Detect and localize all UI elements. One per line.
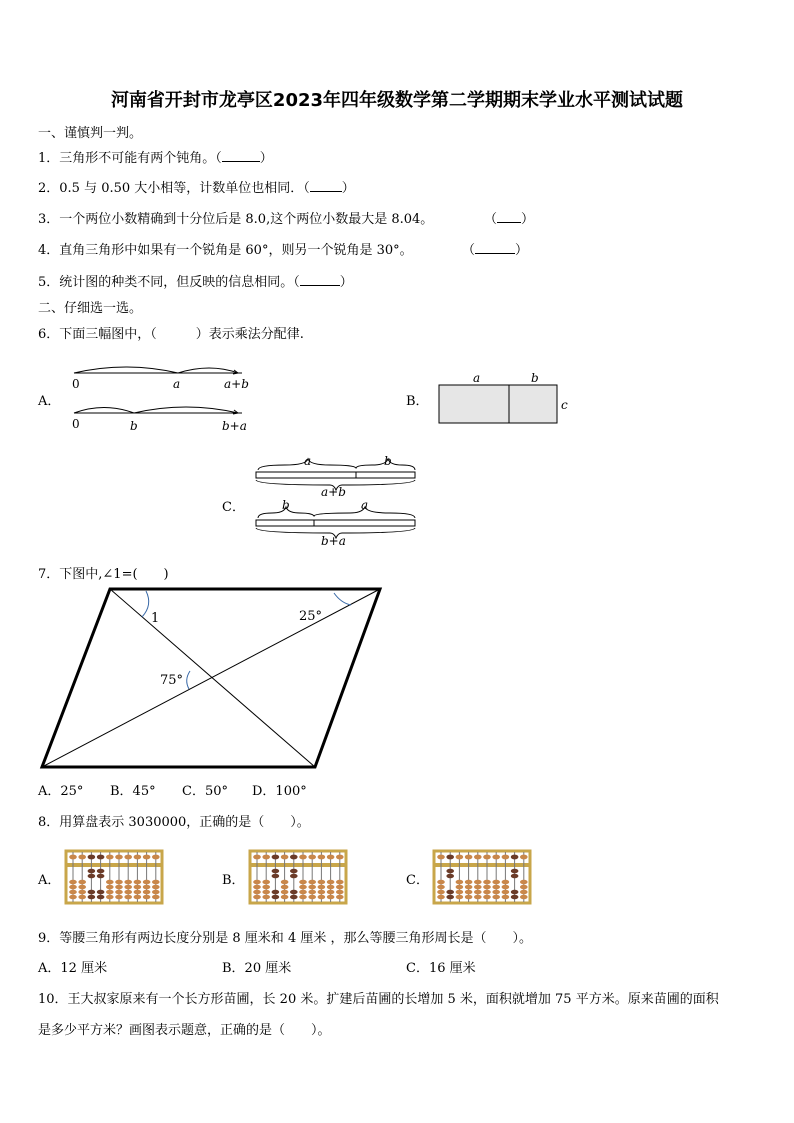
abacus-lower-bead	[106, 890, 114, 895]
question-3	[38, 208, 433, 227]
abacus-upper-bead	[465, 855, 473, 860]
label-b: b	[282, 498, 290, 512]
q9-option-a[interactable]: A．12 厘米	[38, 961, 108, 976]
tick-zero: 0	[72, 417, 80, 431]
arc-b	[178, 368, 238, 373]
abacus-lower-bead	[262, 895, 270, 900]
q8-option-b-label[interactable]: B．	[222, 873, 245, 888]
abacus-lower-bead	[124, 895, 132, 900]
abacus-lower-bead	[262, 890, 270, 895]
angle-75-arc	[187, 671, 190, 689]
answer-blank[interactable]	[310, 180, 342, 192]
abacus-lower-bead	[106, 885, 114, 890]
q7-option-d[interactable]: D．100°	[252, 784, 307, 799]
paren-close: ）	[515, 243, 529, 258]
abacus-lower-bead	[290, 890, 298, 895]
abacus-lower-bead	[437, 890, 445, 895]
abacus-upper-bead	[511, 855, 519, 860]
abacus-lower-bead	[492, 895, 500, 900]
arc-a	[74, 367, 178, 373]
abacus-upper-bead	[318, 855, 326, 860]
abacus-lower-bead	[520, 890, 528, 895]
abacus-lower-bead	[143, 880, 151, 885]
abacus-lower-bead	[318, 895, 326, 900]
abacus-lower-bead	[456, 880, 464, 885]
abacus-upper-bead	[456, 855, 464, 860]
abacus-lower-bead	[253, 895, 261, 900]
tick-b: b	[130, 419, 138, 433]
abacus-lower-bead	[299, 880, 307, 885]
abacus-lower-bead	[492, 885, 500, 890]
abacus-lower-bead	[69, 885, 77, 890]
diagonal-1	[110, 589, 315, 767]
abacus-upper-bead	[474, 855, 482, 860]
abacus-lower-bead	[502, 895, 510, 900]
question-2-text: 2．0.5 与 0.50 大小相等，计数单位也相同．（	[38, 181, 310, 196]
abacus-lower-bead	[327, 890, 335, 895]
abacus-lower-bead	[520, 885, 528, 890]
abacus-lower-bead	[456, 885, 464, 890]
abacus-lower-bead	[520, 895, 528, 900]
abacus-beam	[250, 863, 346, 867]
abacus-lower-bead	[456, 890, 464, 895]
abacus-lower-bead	[69, 890, 77, 895]
abacus-lower-bead	[474, 880, 482, 885]
answer-blank[interactable]	[475, 242, 515, 254]
abacus-lower-bead	[115, 890, 123, 895]
tick-b-plus-a: b+a	[222, 419, 247, 433]
q7-option-a[interactable]: A．25°	[38, 784, 84, 799]
q8-option-c-label[interactable]: C．	[406, 873, 429, 888]
label-a: a	[361, 498, 369, 512]
abacus-lower-bead	[88, 869, 96, 874]
abacus-lower-bead	[492, 880, 500, 885]
question-1	[38, 147, 273, 166]
paren-close: ）	[521, 212, 535, 227]
arc-a2	[134, 407, 238, 413]
bar-b-a	[256, 520, 415, 526]
abacus-upper-bead	[124, 855, 132, 860]
q9-option-b[interactable]: B．20 厘米	[222, 961, 292, 976]
diagonal-2	[42, 589, 380, 767]
abacus-upper-bead	[281, 855, 289, 860]
abacus-lower-bead	[474, 895, 482, 900]
q6-rectangle-diagram	[430, 368, 580, 428]
paren-open: （	[462, 243, 476, 258]
abacus-lower-bead	[308, 895, 316, 900]
angle-1-label: 1	[151, 611, 160, 626]
abacus-lower-bead	[262, 880, 270, 885]
abacus-lower-bead	[318, 890, 326, 895]
label-c: c	[561, 398, 568, 412]
abacus-lower-bead	[69, 895, 77, 900]
abacus-lower-bead	[78, 885, 86, 890]
question-5-text: 5．统计图的种类不同，但反映的信息相同。（	[38, 275, 300, 290]
abacus-lower-bead	[69, 880, 77, 885]
label-b: b	[384, 454, 392, 468]
abacus-upper-bead	[308, 855, 316, 860]
abacus-lower-bead	[272, 869, 280, 874]
abacus-lower-bead	[152, 895, 160, 900]
abacus-lower-bead	[511, 890, 519, 895]
question-3-text: 3．一个两位小数精确到十分位后是 8.0,这个两位小数最大是 8.04。	[38, 212, 434, 227]
abacus-upper-bead	[69, 855, 77, 860]
abacus-upper-bead	[327, 855, 335, 860]
abacus-lower-bead	[115, 885, 123, 890]
abacus-lower-bead	[465, 880, 473, 885]
label-b: b	[531, 371, 539, 385]
abacus-lower-bead	[124, 890, 132, 895]
q6-option-b-label[interactable]: B．	[406, 394, 429, 409]
abacus-upper-bead	[492, 855, 500, 860]
question-7: 7．下图中,∠1=( )	[38, 567, 169, 582]
abacus-lower-bead	[465, 885, 473, 890]
abacus-lower-bead	[446, 874, 454, 879]
abacus-lower-bead	[290, 895, 298, 900]
paren-close: ）	[259, 151, 273, 166]
abacus-lower-bead	[465, 895, 473, 900]
abacus-c	[432, 849, 532, 905]
abacus-lower-bead	[97, 874, 105, 879]
tick-a: a	[173, 377, 181, 391]
abacus-lower-bead	[299, 890, 307, 895]
question-5	[38, 271, 353, 290]
question-4	[38, 239, 413, 258]
abacus-lower-bead	[511, 874, 519, 879]
question-4-text: 4．直角三角形中如果有一个锐角是 60°，则另一个锐角是 30°。	[38, 243, 413, 258]
question-2	[38, 177, 355, 196]
abacus-lower-bead	[281, 880, 289, 885]
question-1-text: 1．三角形不可能有两个钝角。（	[38, 151, 222, 166]
abacus-lower-bead	[152, 880, 160, 885]
abacus-lower-bead	[299, 885, 307, 890]
page-title: 河南省开封市龙亭区2023年四年级数学第二学期期末学业水平测试试题	[110, 90, 684, 111]
abacus-lower-bead	[299, 895, 307, 900]
label-b-plus-a: b+a	[321, 534, 346, 548]
abacus-lower-bead	[152, 890, 160, 895]
question-3-answer	[484, 208, 534, 227]
abacus-lower-bead	[308, 885, 316, 890]
abacus-lower-bead	[88, 874, 96, 879]
abacus-upper-bead	[446, 855, 454, 860]
abacus-lower-bead	[308, 890, 316, 895]
abacus-lower-bead	[281, 890, 289, 895]
angle-25-label: 25°	[299, 609, 323, 624]
abacus-lower-bead	[483, 885, 491, 890]
abacus-lower-bead	[437, 885, 445, 890]
tick-zero: 0	[72, 377, 80, 391]
abacus-lower-bead	[106, 895, 114, 900]
q6-option-c-label[interactable]: C．	[222, 500, 245, 515]
abacus-lower-bead	[437, 880, 445, 885]
abacus-lower-bead	[474, 890, 482, 895]
q6-option-a-label[interactable]: A．	[38, 394, 61, 409]
abacus-lower-bead	[437, 895, 445, 900]
abacus-lower-bead	[318, 885, 326, 890]
abacus-lower-bead	[134, 895, 142, 900]
abacus-b	[248, 849, 348, 905]
abacus-lower-bead	[272, 890, 280, 895]
abacus-lower-bead	[446, 869, 454, 874]
abacus-lower-bead	[281, 885, 289, 890]
paren-close: ）	[339, 275, 353, 290]
abacus-upper-bead	[134, 855, 142, 860]
abacus-lower-bead	[290, 869, 298, 874]
question-4-answer	[462, 239, 528, 258]
arc-b2	[74, 408, 134, 414]
abacus-lower-bead	[272, 895, 280, 900]
angle-25-arc	[334, 593, 351, 605]
abacus-lower-bead	[465, 890, 473, 895]
question-9: 9．等腰三角形有两边长度分别是 8 厘米和 4 厘米 ，那么等腰三角形周长是（ ）。	[38, 931, 532, 946]
question-8: 8．用算盘表示 3030000，正确的是（ ）。	[38, 815, 310, 830]
abacus-lower-bead	[474, 885, 482, 890]
abacus-lower-bead	[106, 880, 114, 885]
paren-close: ）	[341, 181, 355, 196]
abacus-lower-bead	[115, 880, 123, 885]
abacus-beam	[66, 863, 162, 867]
abacus-lower-bead	[511, 895, 519, 900]
abacus-lower-bead	[97, 869, 105, 874]
abacus-lower-bead	[520, 880, 528, 885]
abacus-lower-bead	[456, 895, 464, 900]
abacus-lower-bead	[483, 890, 491, 895]
abacus-lower-bead	[253, 885, 261, 890]
abacus-lower-bead	[262, 885, 270, 890]
abacus-lower-bead	[124, 885, 132, 890]
abacus-upper-bead	[483, 855, 491, 860]
answer-blank[interactable]	[497, 211, 521, 223]
abacus-lower-bead	[97, 895, 105, 900]
abacus-lower-bead	[502, 880, 510, 885]
abacus-lower-bead	[290, 874, 298, 879]
abacus-lower-bead	[143, 890, 151, 895]
abacus-lower-bead	[152, 885, 160, 890]
abacus-upper-bead	[437, 855, 445, 860]
abacus-upper-bead	[336, 855, 344, 860]
abacus-lower-bead	[327, 895, 335, 900]
section-choose-heading: 二、仔细选一选。	[38, 301, 143, 316]
abacus-upper-bead	[290, 855, 298, 860]
abacus-lower-bead	[253, 890, 261, 895]
q9-option-c[interactable]: C．16 厘米	[406, 961, 476, 976]
abacus-lower-bead	[511, 869, 519, 874]
abacus-lower-bead	[143, 885, 151, 890]
abacus-lower-bead	[502, 890, 510, 895]
abacus-lower-bead	[124, 880, 132, 885]
label-a-plus-b: a+b	[321, 485, 346, 499]
abacus-upper-bead	[262, 855, 270, 860]
abacus-upper-bead	[78, 855, 86, 860]
abacus-lower-bead	[115, 895, 123, 900]
abacus-upper-bead	[97, 855, 105, 860]
abacus-upper-bead	[152, 855, 160, 860]
abacus-lower-bead	[88, 895, 96, 900]
q7-parallelogram-diagram	[36, 583, 388, 773]
abacus-upper-bead	[115, 855, 123, 860]
abacus-upper-bead	[143, 855, 151, 860]
label-a: a	[304, 454, 312, 468]
abacus-upper-bead	[299, 855, 307, 860]
abacus-lower-bead	[97, 890, 105, 895]
abacus-a	[64, 849, 164, 905]
angle-1-arc	[142, 591, 149, 617]
big-rectangle	[439, 385, 557, 423]
abacus-lower-bead	[446, 890, 454, 895]
abacus-lower-bead	[327, 885, 335, 890]
abacus-upper-bead	[520, 855, 528, 860]
question-10-line-1: 10．王大叔家原来有一个长方形苗圃，长 20 米。扩建后苗圃的长增加 5 米，面积就增加 75 平方米。原来苗圃的面积	[38, 992, 719, 1007]
abacus-lower-bead	[78, 880, 86, 885]
tick-a-plus-b: a+b	[224, 377, 249, 391]
abacus-upper-bead	[502, 855, 510, 860]
abacus-lower-bead	[308, 880, 316, 885]
q7-option-c[interactable]: C．50°	[182, 784, 228, 799]
abacus-lower-bead	[88, 890, 96, 895]
abacus-upper-bead	[272, 855, 280, 860]
abacus-beam	[434, 863, 530, 867]
abacus-lower-bead	[134, 890, 142, 895]
abacus-upper-bead	[106, 855, 114, 860]
abacus-lower-bead	[253, 880, 261, 885]
abacus-lower-bead	[336, 885, 344, 890]
abacus-upper-bead	[88, 855, 96, 860]
q6-number-line-diagram	[62, 358, 262, 436]
angle-75-label: 75°	[160, 673, 184, 688]
section-judge-heading: 一、谨慎判一判。	[38, 126, 143, 141]
answer-blank[interactable]	[300, 274, 340, 286]
abacus-lower-bead	[336, 895, 344, 900]
abacus-lower-bead	[143, 895, 151, 900]
abacus-lower-bead	[336, 890, 344, 895]
question-10-line-2: 是多少平方米？画图表示题意，正确的是（ ）。	[38, 1023, 331, 1038]
abacus-lower-bead	[327, 880, 335, 885]
answer-blank[interactable]	[222, 150, 260, 162]
abacus-upper-bead	[253, 855, 261, 860]
abacus-lower-bead	[446, 895, 454, 900]
abacus-lower-bead	[78, 890, 86, 895]
label-a: a	[473, 371, 481, 385]
q6-segment-diagram	[250, 452, 425, 552]
paren-open: （	[484, 212, 498, 227]
question-6: 6．下面三幅图中，（ ）表示乘法分配律.	[38, 327, 304, 342]
abacus-lower-bead	[134, 880, 142, 885]
q8-option-a-label[interactable]: A．	[38, 873, 61, 888]
bar-a-b	[256, 472, 415, 478]
abacus-lower-bead	[483, 895, 491, 900]
abacus-lower-bead	[336, 880, 344, 885]
abacus-lower-bead	[281, 895, 289, 900]
abacus-lower-bead	[78, 895, 86, 900]
abacus-lower-bead	[318, 880, 326, 885]
abacus-lower-bead	[492, 890, 500, 895]
abacus-lower-bead	[134, 885, 142, 890]
abacus-lower-bead	[272, 874, 280, 879]
abacus-lower-bead	[502, 885, 510, 890]
q7-option-b[interactable]: B．45°	[110, 784, 156, 799]
abacus-lower-bead	[483, 880, 491, 885]
